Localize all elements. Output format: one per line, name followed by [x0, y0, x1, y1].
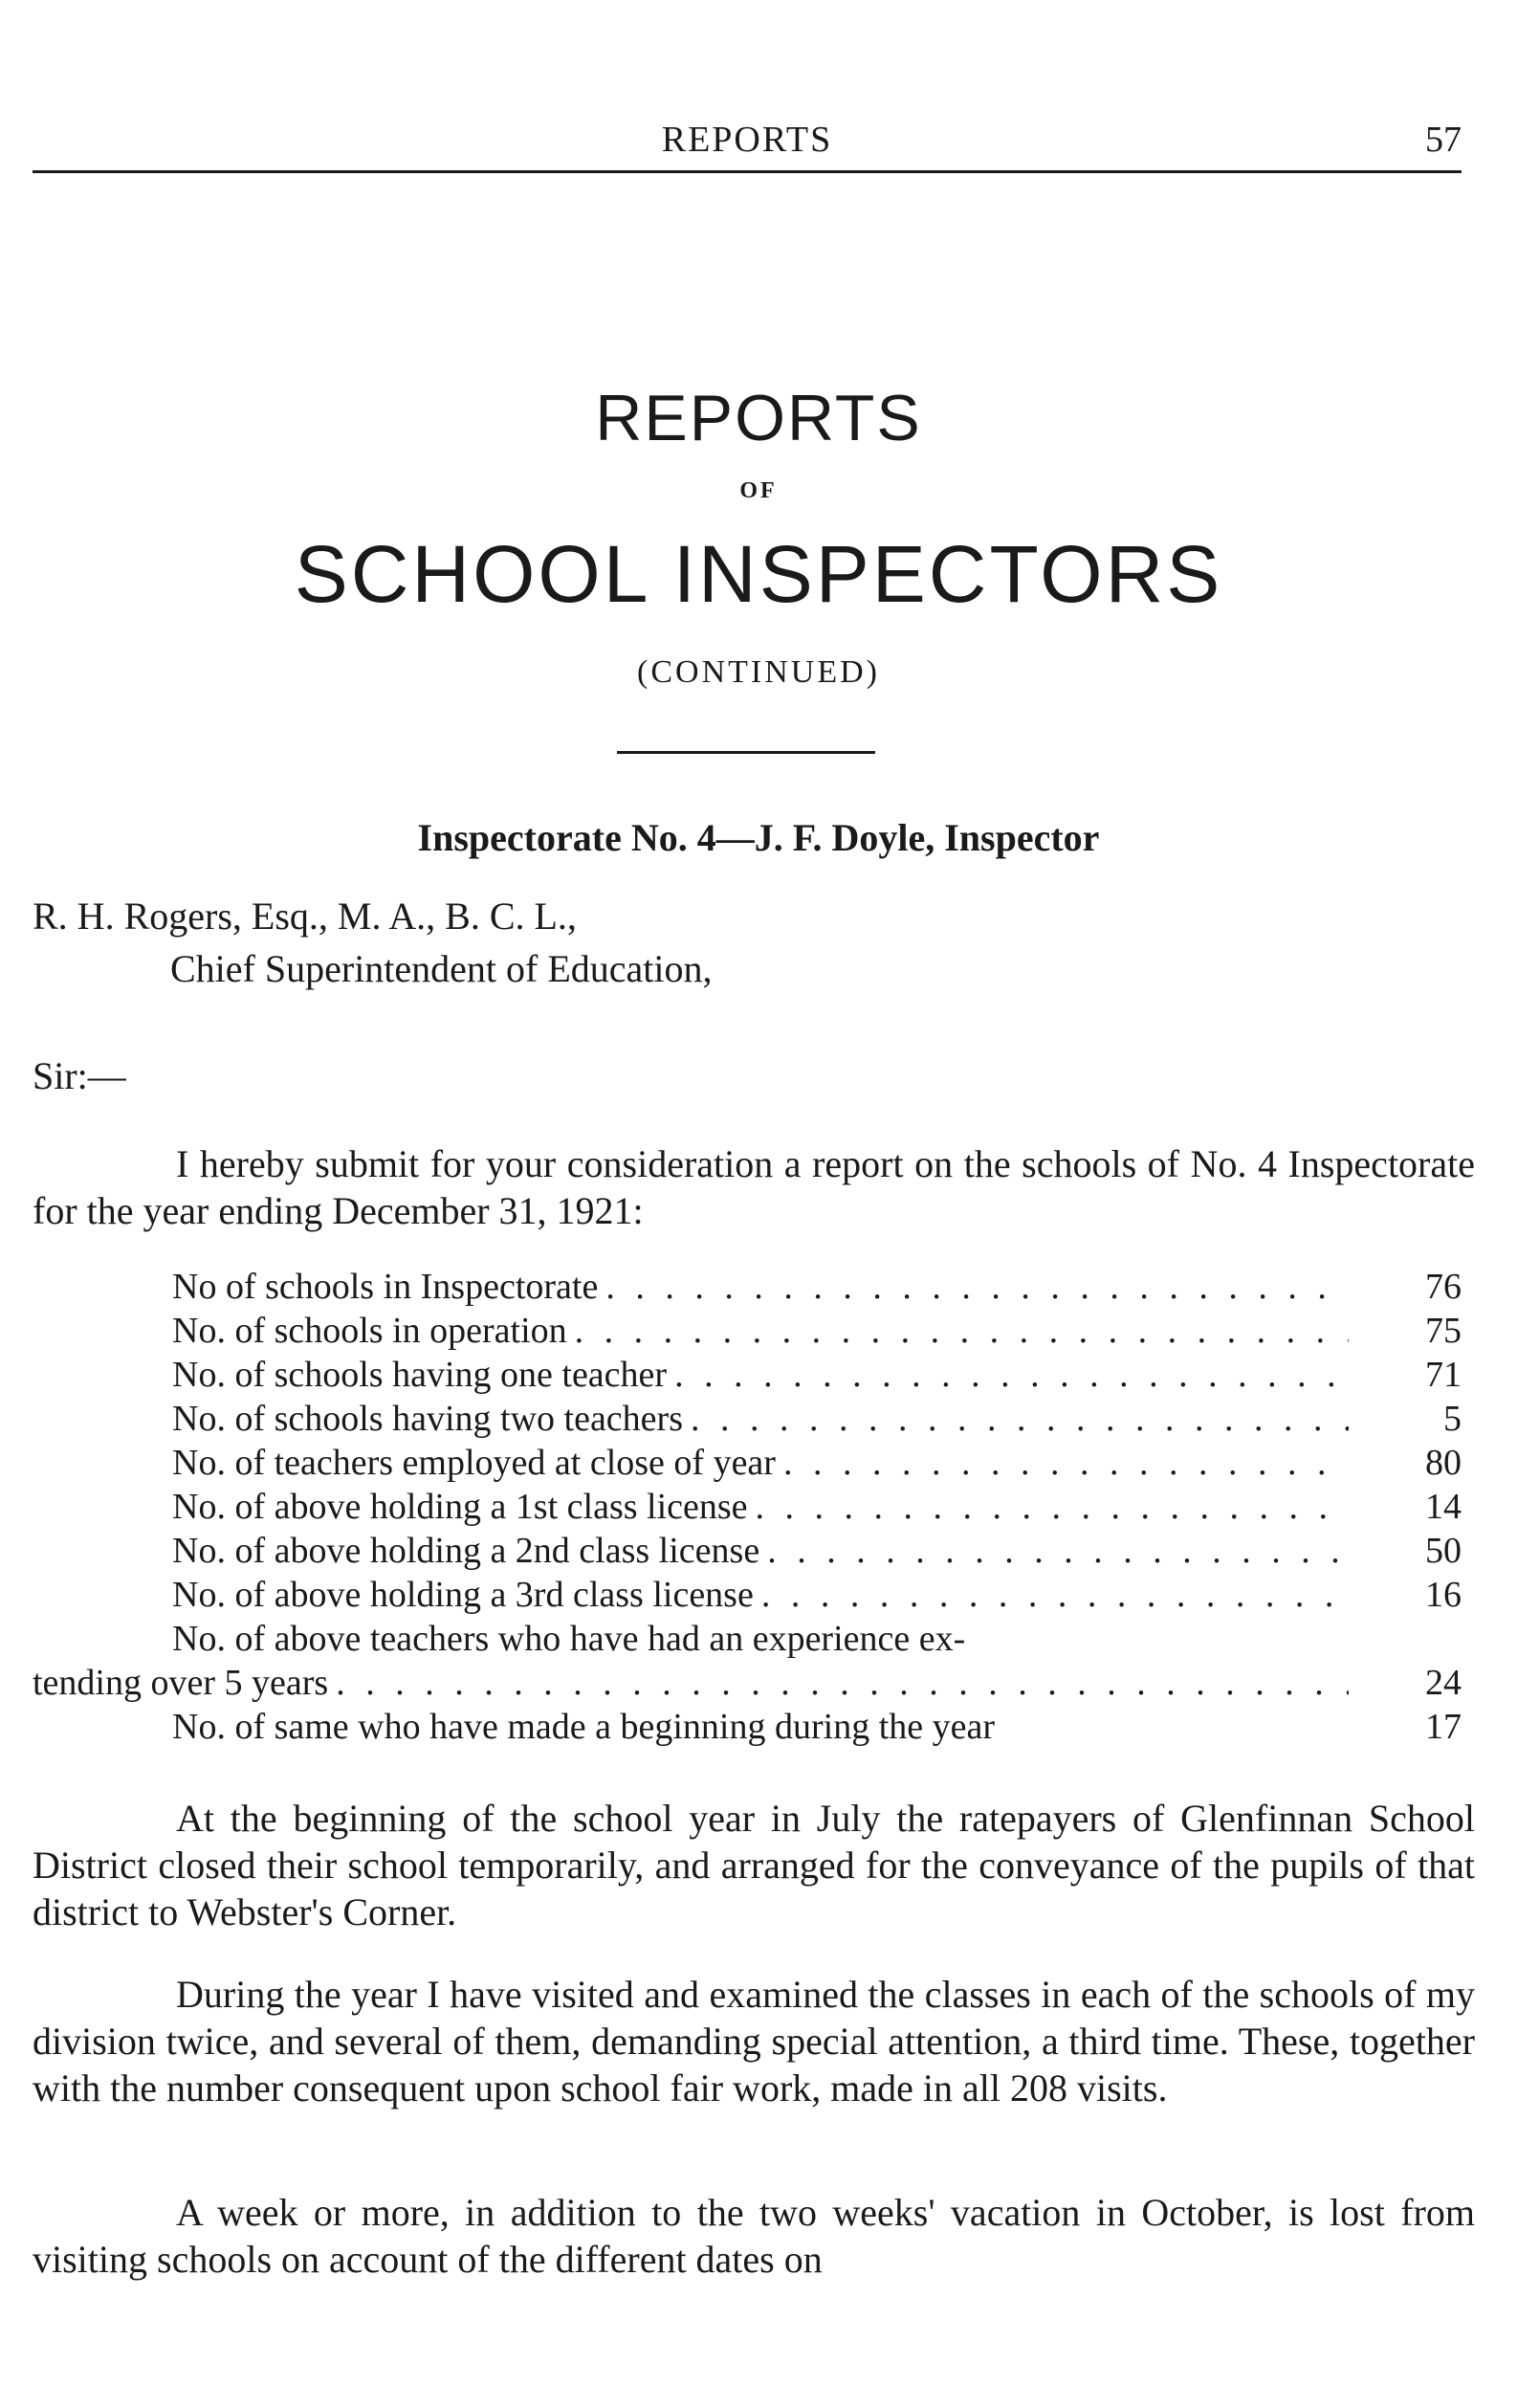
stat-value: 50	[1425, 1531, 1462, 1571]
stat-row	[33, 1573, 1462, 1617]
dot-leader	[575, 1309, 1349, 1353]
stat-row	[33, 1353, 1462, 1397]
stat-row	[33, 1441, 1462, 1485]
stat-label: No. of above teachers who have had an experience ex-	[172, 1619, 966, 1659]
title-sub: SCHOOL INSPECTORS	[294, 529, 1223, 619]
dot-leader	[605, 1265, 1349, 1309]
title-of: OF	[739, 478, 778, 503]
stat-value: 24	[1425, 1663, 1462, 1703]
stat-row	[33, 1397, 1462, 1441]
dot-leader	[767, 1529, 1349, 1573]
stat-value: 14	[1425, 1487, 1462, 1527]
stat-value: 75	[1425, 1311, 1462, 1351]
stat-row	[33, 1265, 1462, 1309]
title-main: REPORTS	[595, 382, 922, 454]
salutation: Sir:—	[33, 1054, 126, 1097]
stat-row	[33, 1309, 1462, 1353]
body-paragraph: At the beginning of the school year in July the ratepayers of Glenfinnan School District closed their school temporarily, and arranged for the conveyance of the pupils of that district to Webster's Corner.	[33, 1797, 1475, 1933]
running-title: REPORTS	[661, 120, 833, 160]
stat-label: No. of schools in operation	[172, 1311, 567, 1351]
stat-row-experience-line-1	[33, 1617, 1462, 1661]
dot-leader	[674, 1353, 1349, 1397]
stat-label: tending over 5 years	[33, 1663, 329, 1703]
page-number: 57	[1425, 120, 1462, 160]
section-heading: Inspectorate No. 4—J. F. Doyle, Inspector	[417, 816, 1100, 859]
body-paragraph: A week or more, in addition to the two weeks' vacation in October, is lost from visiting schools on account of the different dates on	[33, 2191, 1475, 2281]
stat-value: 71	[1425, 1355, 1462, 1395]
stat-row	[33, 1529, 1462, 1573]
dot-leader	[691, 1397, 1349, 1441]
stat-value: 16	[1425, 1575, 1462, 1615]
dot-leader	[756, 1485, 1349, 1529]
stat-label: No. of above holding a 2nd class license	[172, 1531, 760, 1571]
title-continued: (CONTINUED)	[637, 654, 880, 690]
running-head	[33, 113, 1462, 173]
stat-label: No. of schools having two teachers	[172, 1399, 683, 1439]
stat-label: No. of same who have made a beginning during the year	[172, 1707, 996, 1747]
stat-label: No. of teachers employed at close of year	[172, 1443, 776, 1483]
stat-value: 76	[1425, 1267, 1462, 1307]
stat-label: No. of above holding a 3rd class license	[172, 1575, 754, 1615]
stat-row-experience-line-2	[33, 1661, 1462, 1705]
body-paragraph: During the year I have visited and examined the classes in each of the schools of my division twice, and several of them, demanding special attention, a third time. These, together with the number consequent upon school fair work, made in all 208 visits.	[33, 1973, 1475, 2110]
stat-value: 5	[1443, 1399, 1462, 1439]
stat-value: 17	[1425, 1707, 1462, 1747]
address-line-2: Chief Superintendent of Education,	[170, 947, 713, 990]
dot-leader	[761, 1573, 1349, 1617]
stat-label: No. of above holding a 1st class license	[172, 1487, 748, 1527]
address-line-1: R. H. Rogers, Esq., M. A., B. C. L.,	[33, 895, 577, 938]
stat-row	[33, 1485, 1462, 1529]
intro-paragraph: I hereby submit for your consideration a report on the schools of No. 4 Inspectorate for the year ending December 31, 1921:	[33, 1142, 1475, 1232]
stat-label: No of schools in Inspectorate	[172, 1267, 599, 1307]
dot-leader	[336, 1661, 1349, 1705]
title-rule	[617, 751, 875, 754]
statistics-list	[33, 1265, 1462, 1749]
dot-leader	[783, 1441, 1349, 1485]
stat-label: No. of schools having one teacher	[172, 1355, 668, 1395]
stat-value: 80	[1425, 1443, 1462, 1483]
stat-row	[33, 1705, 1462, 1749]
